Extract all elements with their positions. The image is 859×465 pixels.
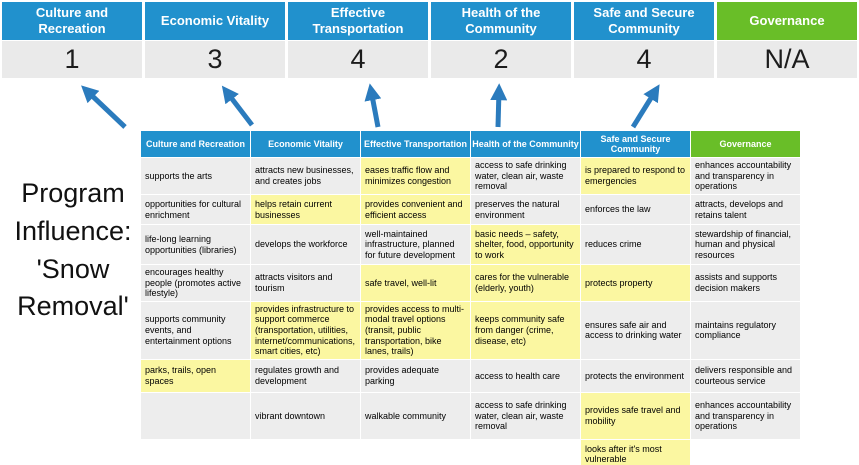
- scoreboard-header-cell: Economic Vitality: [145, 2, 285, 40]
- matrix-cell: well-maintained infrastructure, planned for future development: [361, 225, 471, 265]
- matrix-header-cell: Culture and Recreation: [141, 131, 251, 158]
- matrix-cell: provides access to multi-modal travel options (transit, public transportation, bike lanes, trails): [361, 301, 471, 359]
- matrix-cell: maintains regulatory compliance: [691, 301, 801, 359]
- matrix-cell: basic needs – safety, shelter, food, opportunity to work: [471, 225, 581, 265]
- matrix-cell: access to safe drinking water, clean air, waste removal: [471, 392, 581, 439]
- matrix-cell: enhances accountability and transparency in operations: [691, 392, 801, 439]
- matrix-cell: develops the workforce: [251, 225, 361, 265]
- up-arrow-icon: [498, 90, 499, 127]
- matrix-body: [141, 158, 801, 465]
- matrix-cell: keeps community safe from danger (crime, disease, etc): [471, 301, 581, 359]
- matrix-cell: protects property: [581, 265, 691, 302]
- matrix-cell: provides safe travel and mobility: [581, 392, 691, 439]
- matrix-cell: vibrant downtown: [251, 392, 361, 439]
- matrix-header-cell: Economic Vitality: [251, 131, 361, 158]
- matrix-cell: ensures safe air and access to drinking water: [581, 301, 691, 359]
- matrix-cell: parks, trails, open spaces: [141, 359, 251, 392]
- matrix-header-cell: Safe and Secure Community: [581, 131, 691, 158]
- matrix-cell: [471, 439, 581, 465]
- matrix-header-cell: Effective Transportation: [361, 131, 471, 158]
- matrix-cell: enhances accountability and transparency in operations: [691, 158, 801, 195]
- up-arrow-icon: [633, 90, 656, 127]
- up-arrow-icon: [226, 91, 252, 125]
- matrix-cell: preserves the natural environment: [471, 195, 581, 225]
- matrix-cell: reduces crime: [581, 225, 691, 265]
- matrix-row: [141, 225, 801, 265]
- matrix-cell: attracts visitors and tourism: [251, 265, 361, 302]
- program-influence-label: Program Influence: 'Snow Removal': [14, 178, 132, 322]
- scoreboard-header-cell: Safe and Secure Community: [574, 2, 714, 40]
- scoreboard-header-cell: Health of the Community: [431, 2, 571, 40]
- matrix-header-cell: Health of the Community: [471, 131, 581, 158]
- matrix-header-row: [141, 131, 801, 158]
- matrix-cell: enforces the law: [581, 195, 691, 225]
- matrix-row: [141, 265, 801, 302]
- scoreboard-header-row: [2, 2, 857, 40]
- matrix-cell: is prepared to respond to emergencies: [581, 158, 691, 195]
- matrix-row: [141, 392, 801, 439]
- matrix-cell: helps retain current businesses: [251, 195, 361, 225]
- scoreboard-header-cell: Effective Transportation: [288, 2, 428, 40]
- matrix-cell: [141, 392, 251, 439]
- matrix-cell: looks after it's most vulnerable: [581, 439, 691, 465]
- score-value: 4: [288, 41, 428, 78]
- arrows-layer: [0, 80, 859, 132]
- matrix-row: [141, 195, 801, 225]
- matrix-cell: regulates growth and development: [251, 359, 361, 392]
- matrix-cell: supports community events, and entertainment options: [141, 301, 251, 359]
- matrix-row: [141, 158, 801, 195]
- matrix-row: [141, 301, 801, 359]
- matrix-cell: [691, 439, 801, 465]
- matrix-cell: stewardship of financial, human and physical resources: [691, 225, 801, 265]
- matrix-cell: delivers responsible and courteous service: [691, 359, 801, 392]
- matrix-cell: access to safe drinking water, clean air, waste removal: [471, 158, 581, 195]
- scoreboard-score-row: [2, 41, 857, 78]
- matrix-cell: assists and supports decision makers: [691, 265, 801, 302]
- score-value: 2: [431, 41, 571, 78]
- matrix-cell: walkable community: [361, 392, 471, 439]
- scoreboard-header-cell: Culture and Recreation: [2, 2, 142, 40]
- scoreboard-header-cell: Governance: [717, 2, 857, 40]
- matrix-cell: provides infrastructure to support commerce (transportation, utilities, internet/communications, smart cities, etc): [251, 301, 361, 359]
- matrix-cell: attracts, develops and retains talent: [691, 195, 801, 225]
- up-arrow-icon: [86, 90, 125, 127]
- matrix-cell: life-long learning opportunities (libraries): [141, 225, 251, 265]
- matrix-cell: eases traffic flow and minimizes congestion: [361, 158, 471, 195]
- matrix-cell: attracts new businesses, and creates jobs: [251, 158, 361, 195]
- matrix-cell: safe travel, well-lit: [361, 265, 471, 302]
- matrix-cell: cares for the vulnerable (elderly, youth): [471, 265, 581, 302]
- matrix-cell: opportunities for cultural enrichment: [141, 195, 251, 225]
- matrix-cell: [361, 439, 471, 465]
- matrix-cell: [141, 439, 251, 465]
- matrix-cell: protects the environment: [581, 359, 691, 392]
- matrix-cell: provides convenient and efficient access: [361, 195, 471, 225]
- matrix-header-cell: Governance: [691, 131, 801, 158]
- score-value: N/A: [717, 41, 857, 78]
- matrix-cell: provides adequate parking: [361, 359, 471, 392]
- matrix-row: [141, 359, 801, 392]
- score-value: 4: [574, 41, 714, 78]
- matrix-cell: [251, 439, 361, 465]
- matrix-row: [141, 439, 801, 465]
- matrix-cell: encourages healthy people (promotes active lifestyle): [141, 265, 251, 302]
- score-value: 1: [2, 41, 142, 78]
- matrix-cell: access to health care: [471, 359, 581, 392]
- influence-matrix: [140, 130, 801, 465]
- matrix-cell: supports the arts: [141, 158, 251, 195]
- score-value: 3: [145, 41, 285, 78]
- up-arrow-icon: [371, 90, 378, 127]
